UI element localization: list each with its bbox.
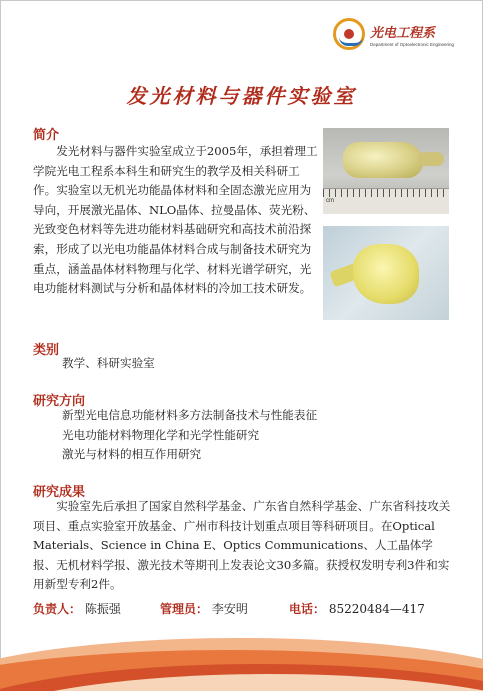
- logo-emblem-icon: [333, 18, 365, 50]
- crystal-photo-1: [323, 128, 449, 214]
- phone-info: [289, 600, 425, 617]
- manager-info: [160, 600, 248, 617]
- manager-name: 李安明: [211, 602, 248, 616]
- page-title: 发光材料与器件实验室: [126, 84, 357, 108]
- research-direction-heading: 研究方向: [33, 394, 86, 409]
- phone-number: 85220484—417: [328, 602, 425, 616]
- director-name: 陈振强: [84, 602, 121, 616]
- director-info: [33, 600, 121, 617]
- research-item: 激光与材料的相互作用研究: [62, 447, 202, 461]
- ruler: [323, 188, 449, 214]
- crystal-photo-2: [323, 226, 449, 320]
- category-heading: 类别: [33, 343, 60, 358]
- research-item: 新型光电信息功能材料多方法制备技术与性能表征: [62, 408, 318, 422]
- research-item: 光电功能材料物理化学和光学性能研究: [62, 428, 260, 442]
- achievements-text: 实验室先后承担了国家自然科学基金、广东省自然科学基金、广东省科技攻关项目、重点实验室开放基金、广州市科技计划重点项目等科研项目。在Optical Materials、Science in China E、Optics Communications、人工晶体学报、无机材料学报、激光技术等期刊上发表论文30多篇。获授权发明专利3件和实用新型专利2件。: [33, 499, 451, 592]
- decorative-wave: [0, 630, 483, 691]
- intro-heading: 简介: [33, 128, 60, 143]
- manager-label: 管理员：: [160, 602, 209, 616]
- achievements-heading: 研究成果: [33, 485, 86, 500]
- category-text: 教学、科研实验室: [62, 356, 155, 370]
- director-label: 负责人：: [33, 602, 82, 616]
- logo-subtitle: Department of Optoelectronic Engineering: [370, 42, 455, 47]
- department-logo: [333, 18, 455, 60]
- logo-name: 光电工程系: [370, 26, 436, 41]
- ruler-unit-label: cm: [326, 198, 334, 204]
- intro-text: 发光材料与器件实验室成立于2005年，承担着理工学院光电工程系本科生和研究生的教学及相关科研工作。实验室以无机光功能晶体材料和全固态激光应用为导向，开展激光晶体、NLO晶体、拉曼晶体、荧光粉、光致变色材料等先进功能材料基础研究和高技术前沿探索，形成了以光电功能晶体材料合成与制备技术研究为重点，涵盖晶体材料物理与化学、材料光谱学研究，光电功能材料测试与分析和晶体材料的冷加工技术研发。: [33, 144, 318, 296]
- phone-label: 电话：: [289, 602, 326, 616]
